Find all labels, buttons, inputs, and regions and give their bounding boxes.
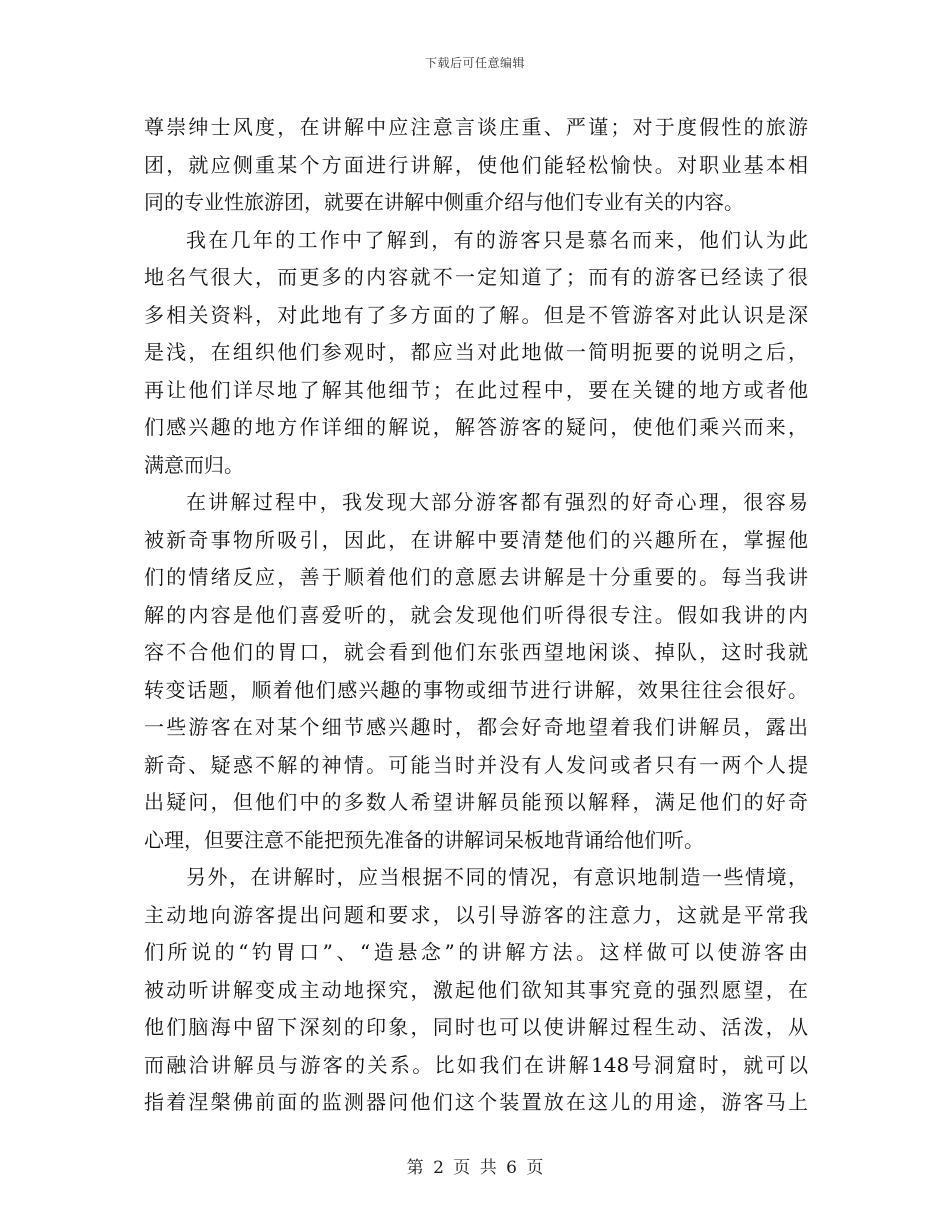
text-line: 再让他们详尽地了解其他细节；在此过程中，要在关键的地方或者他 <box>144 377 808 402</box>
document-body <box>144 109 808 1122</box>
text-line: 新奇、疑惑不解的神情。可能当时并没有人发问或者只有一两个人提 <box>144 752 808 777</box>
text-line: 转变话题，顺着他们感兴趣的事物或细节进行讲解，效果往往会很好。 <box>144 677 808 702</box>
text-line: 是浅，在组织他们参观时，都应当对此地做一简明扼要的说明之后， <box>144 340 808 364</box>
text-line: 地名气很大，而更多的内容就不一定知道了；而有的游客已经读了很 <box>144 265 808 289</box>
text-line: 被新奇事物所吸引，因此，在讲解中要清楚他们的兴趣所在，掌握他 <box>144 527 808 552</box>
text-line: 主动地向游客提出问题和要求，以引导游客的注意力，这就是平常我 <box>144 902 808 927</box>
page-header: 下载后可任意编辑 <box>424 56 525 70</box>
text-line: 同的专业性旅游团，就要在讲解中侧重介绍与他们专业有关的内容。 <box>144 190 744 214</box>
text-line: 我在几年的工作中了解到，有的游客只是慕名而来，他们认为此 <box>186 227 808 252</box>
text-line: 尊崇绅士风度，在讲解中应注意言谈庄重、严谨；对于度假性的旅游 <box>144 115 808 139</box>
text-line: 出疑问，但他们中的多数人希望讲解员能预以解释，满足他们的好奇 <box>144 790 808 814</box>
text-line: 在讲解过程中，我发现大部分游客都有强烈的好奇心理，很容易 <box>186 490 808 514</box>
text-line: 指着涅槃佛前面的监测器问他们这个装置放在这儿的用途，游客马上 <box>144 1090 808 1114</box>
text-line: 解的内容是他们喜爱听的，就会发现他们听得很专注。假如我讲的内 <box>144 602 808 627</box>
text-line: 另外，在讲解时，应当根据不同的情况，有意识地制造一些情境， <box>186 865 808 889</box>
text-line: 们的情绪反应，善于顺着他们的意愿去讲解是十分重要的。每当我讲 <box>144 565 808 589</box>
text-line: 一些游客在对某个细节感兴趣时，都会好奇地望着我们讲解员，露出 <box>144 715 808 739</box>
text-line: 多相关资料，对此地有了多方面的了解。但是不管游客对此认识是深 <box>144 302 808 327</box>
text-line: 们所说的“钓胃口”、“造悬念”的讲解方法。这样做可以使游客由 <box>144 940 808 964</box>
text-line: 容不合他们的胃口，就会看到他们东张西望地闲谈、掉队，这时我就 <box>144 640 808 664</box>
text-line: 团，就应侧重某个方面进行讲解，使他们能轻松愉快。对职业基本相 <box>144 152 808 177</box>
page-number: 第 2 页 共 6 页 <box>406 1158 544 1178</box>
text-line: 心理，但要注意不能把预先准备的讲解词呆板地背诵给他们听。 <box>144 827 704 852</box>
text-line: 他们脑海中留下深刻的印象，同时也可以使讲解过程生动、活泼，从 <box>144 1015 808 1039</box>
text-line: 被动听讲解变成主动地探究，激起他们欲知其事究竟的强烈愿望，在 <box>144 977 808 1002</box>
text-line: 们感兴趣的地方作详细的解说，解答游客的疑问，使他们乘兴而来， <box>144 415 808 439</box>
text-line: 而融洽讲解员与游客的关系。比如我们在讲解148号洞窟时，就可以 <box>144 1052 808 1077</box>
text-line: 满意而归。 <box>144 452 244 477</box>
